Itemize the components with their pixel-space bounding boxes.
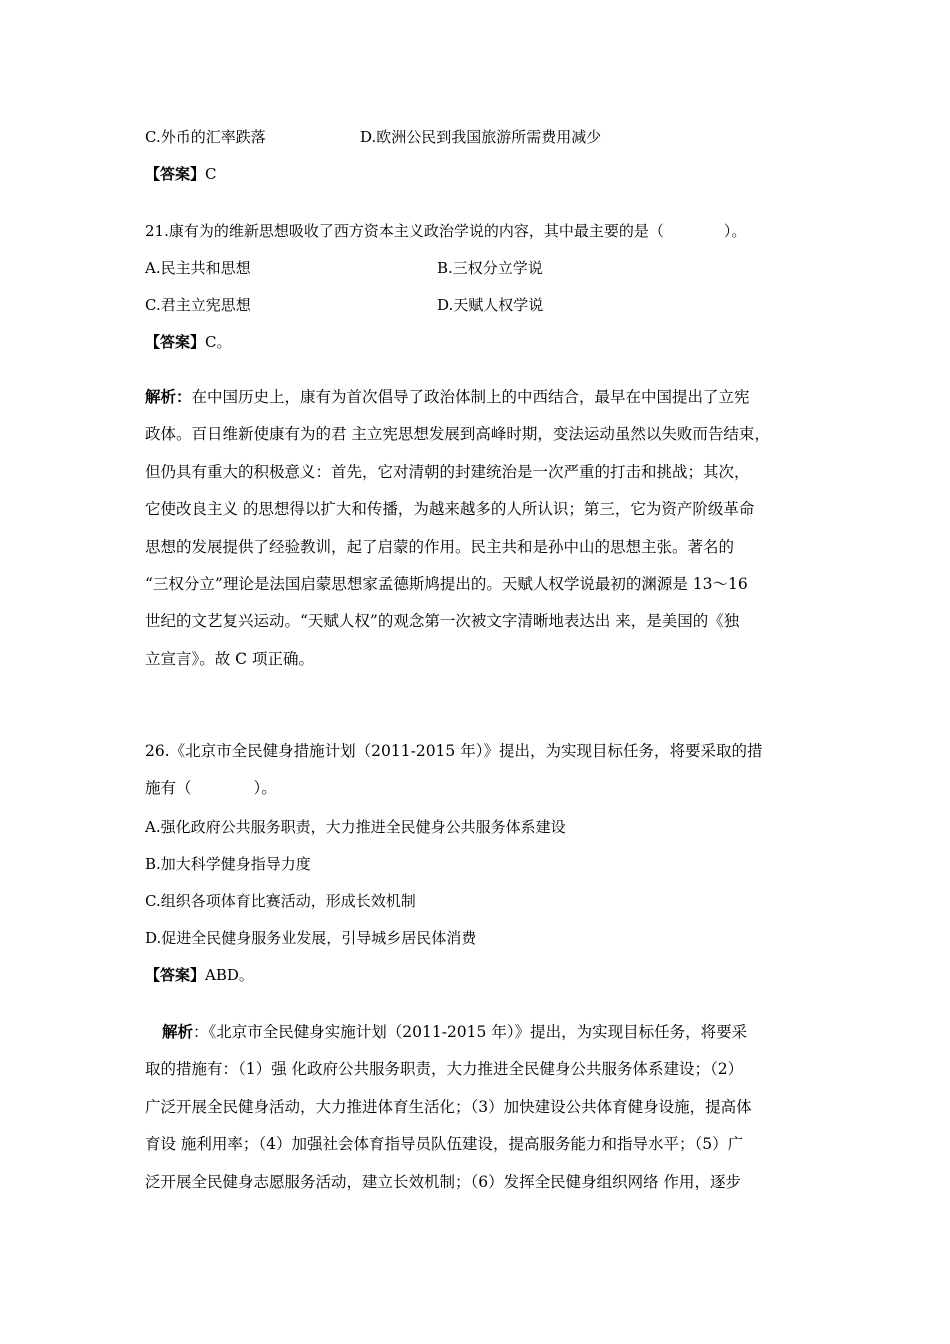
answer-value: C。 bbox=[205, 333, 232, 351]
q21-option-d: D.天赋人权学说 bbox=[437, 296, 544, 314]
analysis-line: 育设 施利用率；（4）加强社会体育指导员队伍建设，提高服务能力和指导水平；（5）广 bbox=[145, 1135, 744, 1154]
q21-answer bbox=[145, 332, 232, 352]
answer-label: 【答案】 bbox=[145, 966, 206, 984]
analysis-line: 思想的发展提供了经验教训，起了启蒙的作用。民主共和是孙中山的思想主张。著名的 bbox=[145, 537, 735, 556]
q20-option-c: C.外币的汇率跌落 bbox=[145, 128, 266, 146]
answer-label: 【答案】 bbox=[145, 165, 206, 183]
analysis-line: 取的措施有：（1）强 化政府公共服务职责，大力推进全民健身公共服务体系建设；（2） bbox=[145, 1060, 744, 1079]
analysis-line: 广泛开展全民健身活动，大力推进体育生活化；（3）加快建设公共体育健身设施，提高体 bbox=[145, 1097, 752, 1116]
q21-analysis bbox=[145, 378, 825, 678]
analysis-text: ：《北京市全民健身实施计划（2011-2015 年）》提出，为实现目标任务，将要采 bbox=[193, 1023, 748, 1041]
q21-option-a: A.民主共和思想 bbox=[145, 259, 251, 277]
analysis-text: 在中国历史上，康有为首次倡导了政治体制上的中西结合，最早在中国提出了立宪 bbox=[191, 388, 750, 406]
q26-analysis bbox=[145, 1013, 825, 1201]
analysis-line bbox=[145, 378, 825, 416]
q21-stem: 21.康有为的维新思想吸收了西方资本主义政治学说的内容，其中最主要的是（ ）。 bbox=[145, 222, 747, 240]
q26-answer bbox=[145, 965, 254, 985]
q21-option-c: C.君主立宪思想 bbox=[145, 296, 251, 314]
q26-option-a: A.强化政府公共服务职责，大力推进全民健身公共服务体系建设 bbox=[145, 818, 566, 836]
q21-option-b: B.三权分立学说 bbox=[437, 259, 543, 277]
answer-label: 【答案】 bbox=[145, 333, 206, 351]
q20-answer bbox=[145, 164, 217, 184]
answer-value: ABD。 bbox=[205, 966, 254, 984]
analysis-label: 解析 bbox=[162, 1022, 194, 1041]
q26-option-b: B.加大科学健身指导力度 bbox=[145, 855, 311, 873]
stem-line: 26.《北京市全民健身措施计划（2011-2015 年）》提出，为实现目标任务，将要采取的措 bbox=[145, 742, 763, 760]
analysis-line: 它使改良主义 的思想得以扩大和传播，为越来越多的人所认识；第三，它为资产阶级革命 bbox=[145, 500, 755, 519]
analysis-label: 解析： bbox=[145, 387, 192, 406]
analysis-line: 立宣言》。故 C 项正确。 bbox=[145, 649, 314, 668]
analysis-line: 世纪的文艺复兴运动。“天赋人权”的观念第一次被文字清晰地表达出 来，是美国的《独 bbox=[145, 612, 740, 631]
analysis-line: “三权分立”理论是法国启蒙思想家孟德斯鸠提出的。天赋人权学说最初的渊源是 13～16 bbox=[145, 575, 748, 594]
stem-line: 施有（ ）。 bbox=[145, 779, 277, 798]
analysis-line: 政体。百日维新使康有为的君 主立宪思想发展到高峰时期，变法运动虽然以失败而告结束， bbox=[145, 425, 770, 444]
answer-value: C bbox=[205, 165, 217, 183]
q20-option-d: D.欧洲公民到我国旅游所需费用减少 bbox=[360, 128, 602, 146]
q26-option-c: C.组织各项体育比赛活动，形成长效机制 bbox=[145, 892, 416, 910]
q26-stem bbox=[145, 733, 825, 808]
analysis-line: 但仍具有重大的积极意义：首先，它对清朝的封建统治是一次严重的打击和挑战；其次， bbox=[145, 462, 750, 481]
analysis-line: 泛开展全民健身志愿服务活动，建立长效机制；（6）发挥全民健身组织网络 作用，逐步 bbox=[145, 1172, 742, 1191]
analysis-line bbox=[145, 1013, 825, 1051]
q26-option-d: D.促进全民健身服务业发展，引导城乡居民体消费 bbox=[145, 929, 477, 947]
